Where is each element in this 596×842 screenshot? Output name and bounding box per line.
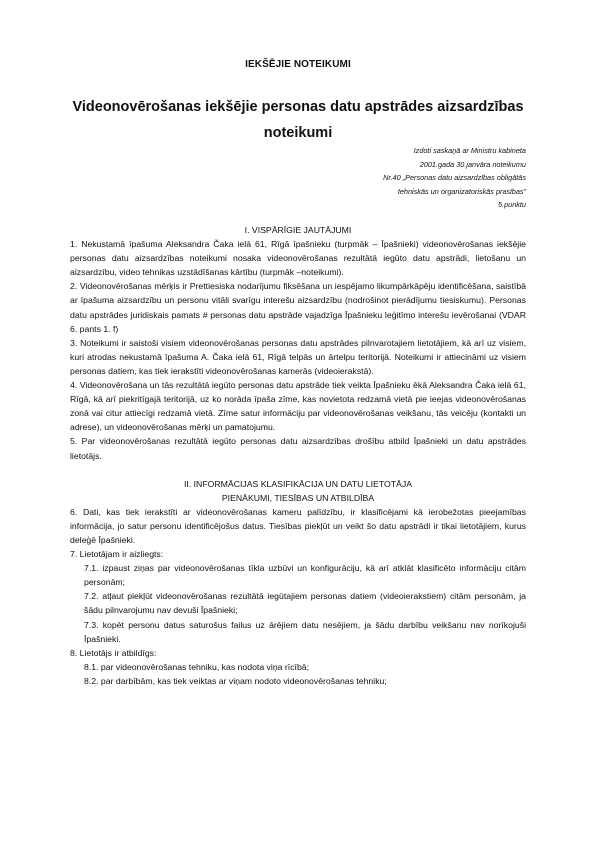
paragraph: 7. Lietotājam ir aizliegts: xyxy=(70,549,164,560)
document-title-line: Videonovērošanas iekšējie personas datu apstrādes aizsardzības xyxy=(72,99,524,115)
section-heading: I. VISPĀRĪGIE JAUTĀJUMI xyxy=(244,225,352,235)
paragraph: 4. Videonovērošana un tās rezultātā iegūto personas datu apstrāde tiek veikta Īpašnieku ēkā Aleksandra Čaka ielā 61, Rīgā, kā arī piekritīgajā teritorijā, uz ko norāda īpaša zīme, kas novietota redzamā vietā pie ieejas videonovērošanas zonā vai citur attiecīgi redzamā vietā. Zīme satur informāciju par videonovērošanas veikšanu, tās veicēju (kontakti un adrese), un videonovērošanas mērķi un pamatojumu. xyxy=(70,380,526,433)
paragraph: 2. Videonovērošanas mērķis ir Prettiesiska nodarījumu fiksēšana un iespējamo likumpārkāpēju identificēšana, saistībā ar īpašuma aizsardzību un personu vitāli svarīgu interešu aizsardzību (nodrošinot pierādījumu tiesiskumu). Personas datu apstrādes juridiskais pamats # personas datu apstrāde vajadzīga Īpašnieku leģitīmo interešu ievērošanai (VDAR 6. pants 1. f) xyxy=(70,281,526,334)
paragraph: 8. Lietotājs ir atbildīgs: xyxy=(70,647,157,658)
list-item: 7.1. izpaust ziņas par videonovērošanas tīkla uzbūvi un konfigurāciju, kā arī atklāt klasificēto informāciju citām personām; xyxy=(84,563,526,588)
section-heading: II. INFORMĀCIJAS KLASIFIKĀCIJA UN DATU LIETOTĀJA xyxy=(183,478,412,489)
paragraph: 1. Nekustamā īpašuma Aleksandra Čaka ielā 61, Rīgā īpašnieku (turpmāk – Īpašnieki) videonovērošanas iekšējie personas datu aizsardzības noteikumi nosaka videonovērošanas rezultātā iegūto datu apstrādi, lietošanu un aizsardzību, video tehnikas uzstādīšanas kārtību (turpmāk –noteikumi). xyxy=(70,239,526,278)
list-item: 7.3. kopēt personu datus saturošus failus uz ārējiem datu nesējiem, ja šādu darbību veikšanu nav norīkojuši Īpašnieki. xyxy=(84,619,526,644)
issued-line: 2001.gada 30.janvāra noteikumu xyxy=(419,159,526,169)
paragraph: 6. Dati, kas tiek ierakstīti ar videonovērošanas kameru palīdzību, ir klasificējami kā ierobežotas pieejamības informācija, jo satur personu identificējošus datus. Tiesības piekļūt un veikt šo datu apstrādi ir tikai lietotājiem, kurus deleģē Īpašnieki. xyxy=(70,506,526,545)
document-body xyxy=(70,223,526,688)
issued-basis-note xyxy=(266,144,526,212)
document-title-line: noteikumi xyxy=(263,125,333,141)
document-title xyxy=(70,94,526,146)
issued-line: tehniskās un organizatoriskās prasības” xyxy=(397,186,526,196)
document-type-label: IEKŠĒJIE NOTEIKUMI xyxy=(245,59,351,70)
list-item: 8.2. par darbībām, kas tiek veiktas ar viņam nodoto videonovērošanas tehniku; xyxy=(84,675,387,686)
list-item: 7.2. atļaut piekļūt videonovērošanas rezultātā iegūtajiem personas datiem (videoierakstiem) citām personām, ja šādu pilnvarojumu nav devuši Īpašnieki; xyxy=(84,591,526,616)
issued-line: Nr.40 „Personas datu aizsardzības obligātās xyxy=(383,173,526,183)
list-item: 8.1. par videonovērošanas tehniku, kas nodota viņa rīcībā; xyxy=(84,661,310,672)
section-heading: PIENĀKUMI, TIESĪBAS UN ATBILDĪBA xyxy=(221,492,375,503)
issued-line: Izdoti saskaņā ar Ministru kabineta xyxy=(413,146,526,155)
paragraph: 3. Noteikumi ir saistoši visiem videonovērošanas personas datu apstrādes pilnvarotajiem lietotājiem, kā arī uz visiem, kuri atrodas nekustamā īpašuma A. Čaka ielā 61, Rīgā telpās un ārtelpu teritorijā. Noteikumi ir attiecināmi uz visiem personas datiem, kas tiek ierakstīti videonovērošanas kamerās (videoierakstā). xyxy=(70,337,526,376)
paragraph: 5. Par videonovērošanas rezultātā iegūto personas datu aizsardzības drošību atbild Īpašnieki un datu apstrādes lietotājs. xyxy=(70,436,526,461)
issued-line: 5.punktu xyxy=(498,200,526,210)
